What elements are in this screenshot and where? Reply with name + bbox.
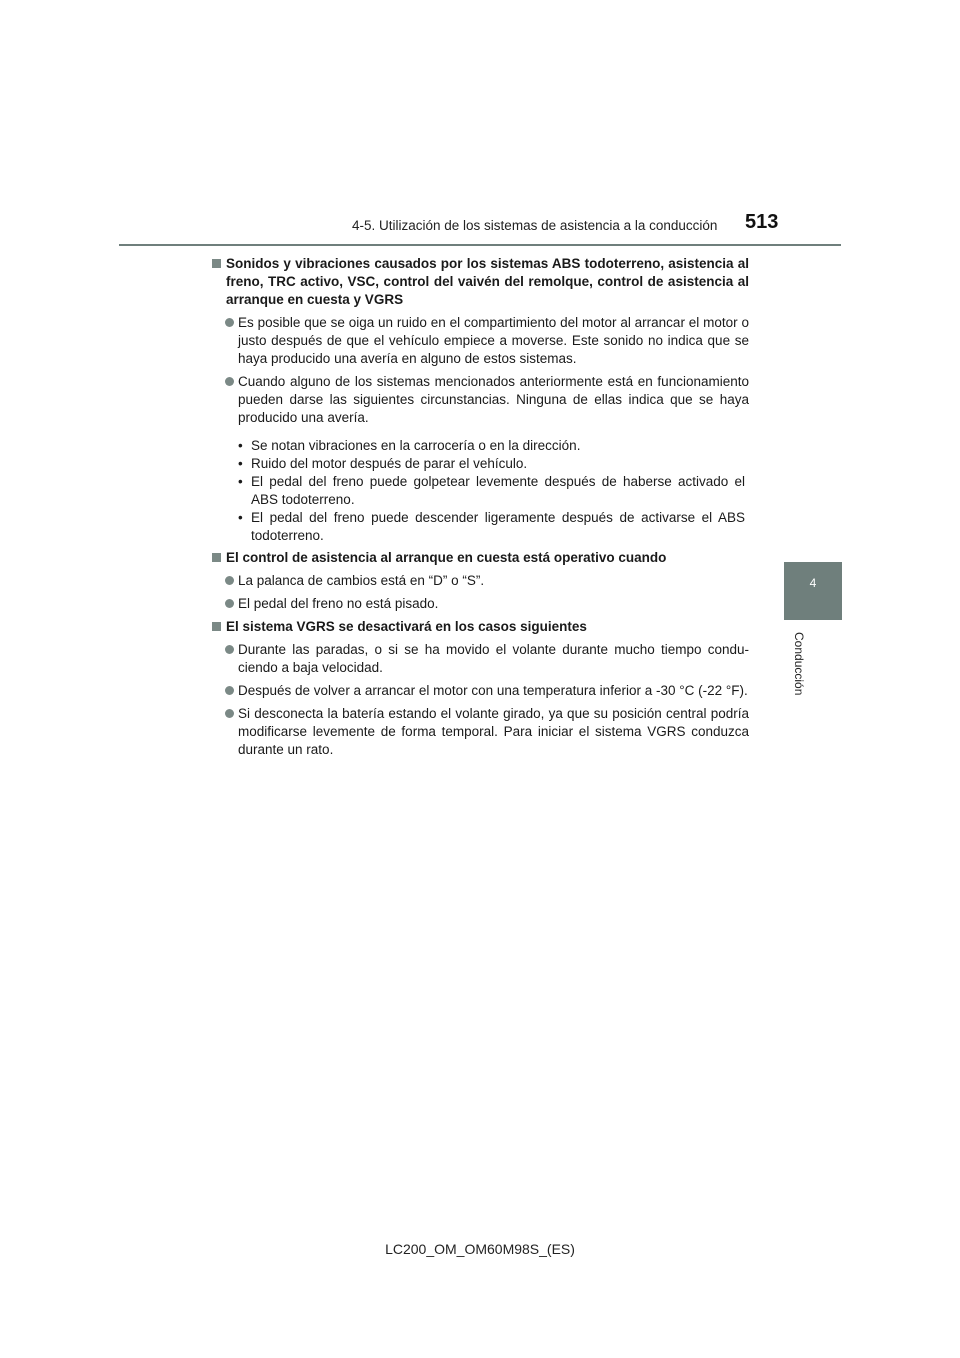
list-item-text: Durante las paradas, o si se ha movido el volante durante mucho tiempo condu-ciendo a baja velocidad. [238,642,749,675]
dot-bullet-icon: • [238,438,243,453]
sub-list-item [212,437,749,455]
main-content [212,255,749,764]
square-bullet-icon [212,553,221,562]
list-item-text: Después de volver a arrancar el motor con una temperatura inferior a -30 °C (-22 °F). [238,683,748,698]
circle-bullet-icon [225,599,234,608]
circle-bullet-icon [225,377,234,386]
list-item [212,314,749,368]
dot-bullet-icon: • [238,456,243,471]
dot-bullet-icon: • [238,474,243,489]
sub-list-item [212,509,749,545]
circle-bullet-icon [225,576,234,585]
sub-list-item-text: El pedal del freno puede descender ligeramente después de activarse el ABS todoterreno. [251,510,745,543]
section-heading-text: El sistema VGRS se desactivará en los casos siguientes [226,619,587,634]
list-item-text: El pedal del freno no está pisado. [238,596,439,611]
circle-bullet-icon [225,645,234,654]
square-bullet-icon [212,259,221,268]
sub-list-item-text: El pedal del freno puede golpetear levemente después de haberse activado el ABS todoterreno. [251,474,745,507]
list-item [212,572,749,590]
section-title: 4-5. Utilización de los sistemas de asistencia a la conducción [352,218,718,233]
list-item-text: La palanca de cambios está en “D” o “S”. [238,573,485,588]
list-item [212,682,749,700]
list-item [212,705,749,759]
sub-list-item-text: Ruido del motor después de parar el vehículo. [251,456,528,471]
list-item [212,595,749,613]
square-bullet-icon [212,622,221,631]
sub-list-item [212,455,749,473]
list-item [212,641,749,677]
sub-list [212,437,749,545]
section-heading [212,255,749,309]
sub-list-item [212,473,749,509]
header-divider [119,244,841,246]
sub-list-item-text: Se notan vibraciones en la carrocería o en la dirección. [251,438,581,453]
list-item [212,373,749,427]
chapter-tab-block [784,562,842,620]
section-heading [212,618,749,636]
chapter-number: 4 [809,576,817,590]
list-item-text: Si desconecta la batería estando el volante girado, ya que su posición central podría modificarse levemente de forma temporal. Para iniciar el sistema VGRS conduzca durante un rato. [238,706,749,757]
page-number: 513 [745,211,779,233]
document-code: LC200_OM_OM60M98S_(ES) [385,1241,575,1257]
section-heading-text: El control de asistencia al arranque en cuesta está operativo cuando [226,550,667,565]
list-item-text: Cuando alguno de los sistemas mencionados anteriormente está en funcionamiento pueden darse las siguientes circunstancias. Ninguna de ellas indica que se haya producido una avería. [238,374,749,425]
chapter-label: Conducción [792,632,806,696]
section-heading [212,549,749,567]
list-item-text: Es posible que se oiga un ruido en el compartimiento del motor al arrancar el motor o justo después de que el vehículo empiece a moverse. Este sonido no indica que se haya producido una avería en alguno de estos sistemas. [238,315,749,366]
section-heading-text: Sonidos y vibraciones causados por los sistemas ABS todoterreno, asistencia al freno, TRC activo, VSC, control del vaivén del remolque, control de asistencia al arranque en cuesta y VGRS [226,256,749,307]
dot-bullet-icon: • [238,510,243,525]
circle-bullet-icon [225,709,234,718]
circle-bullet-icon [225,686,234,695]
circle-bullet-icon [225,318,234,327]
